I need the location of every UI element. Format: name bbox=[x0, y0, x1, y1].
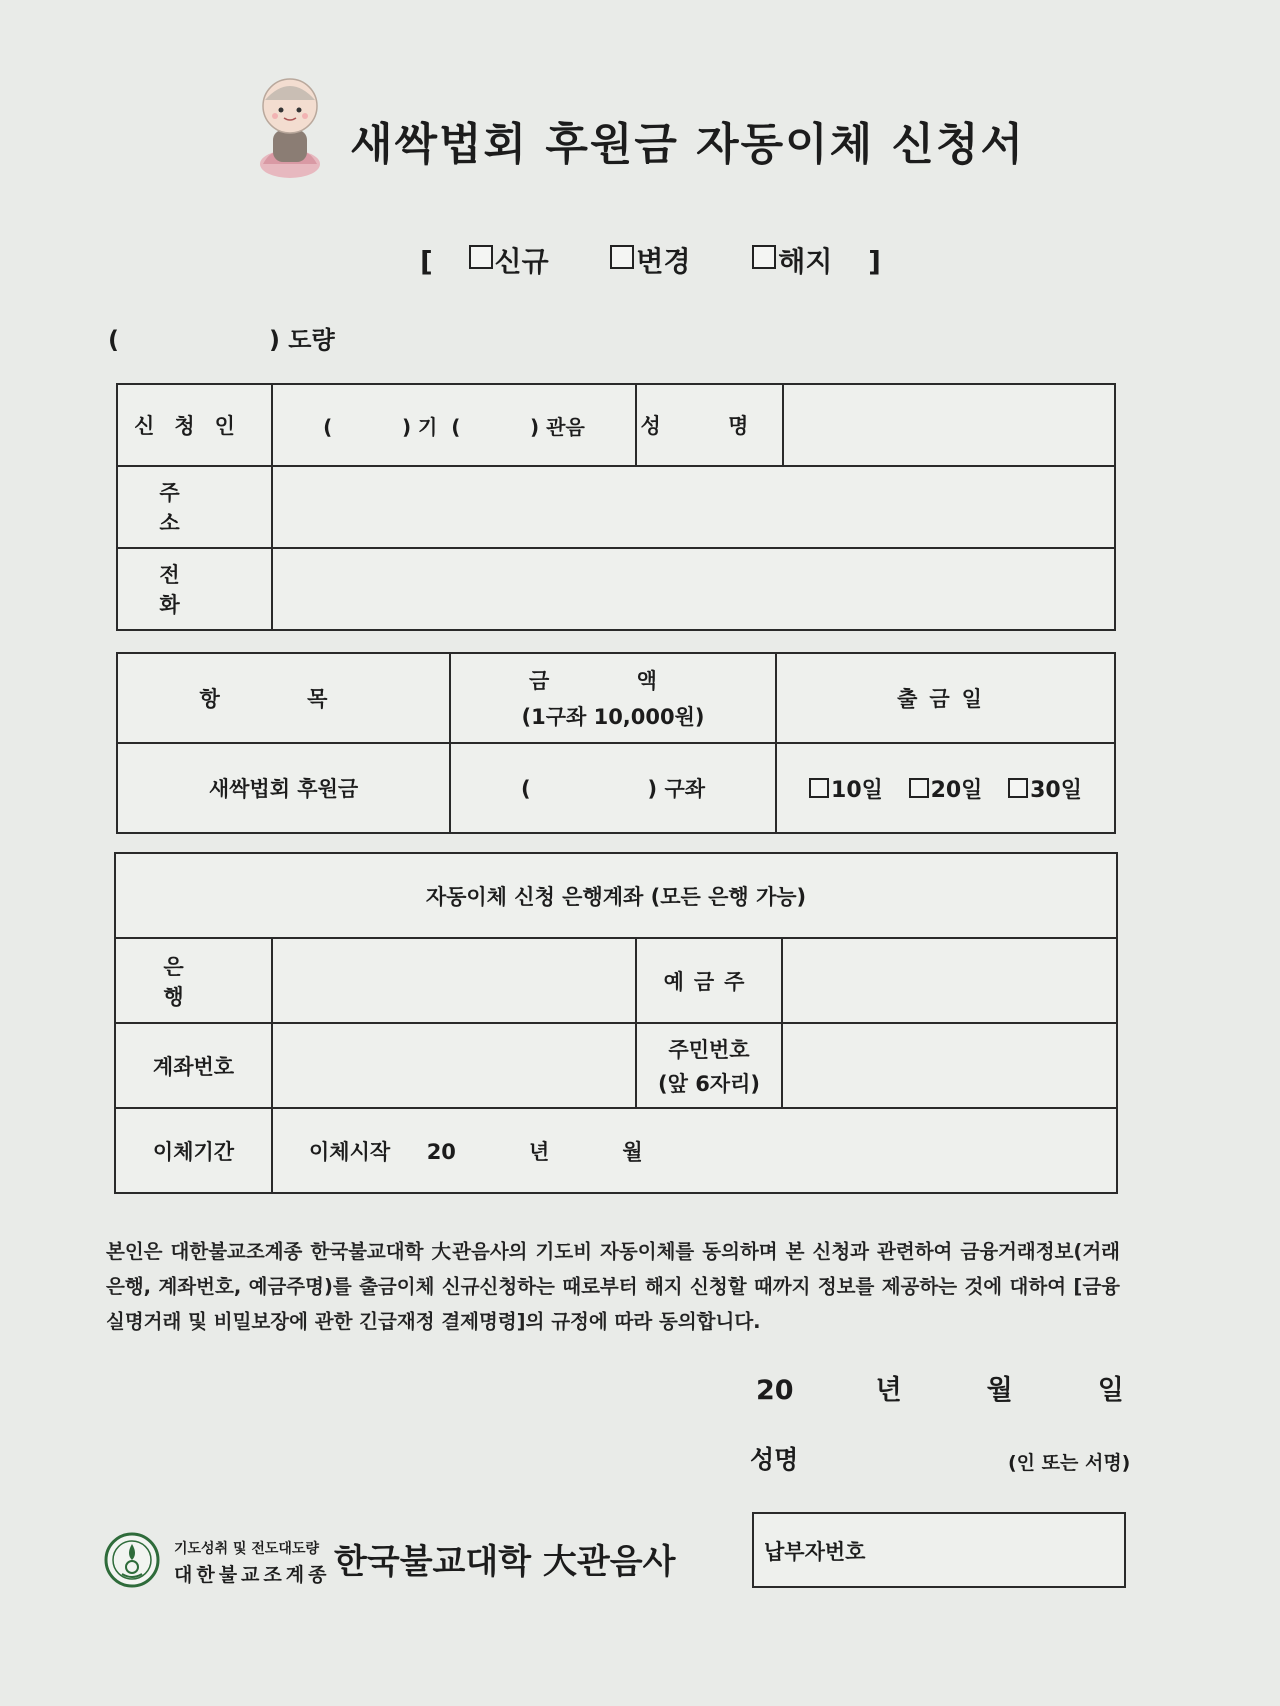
consent-text: 본인은 대한불교조계종 한국불교대학 大관음사의 기도비 자동이체를 동의하며 본 신청과 관련하여 금융거래정보(거래은행, 계좌번호, 예금주명)를 출금이체 신규신청하는 때로부터 해지 신청할 때까지 정보를 제공하는 것에 대하여 [금융실명거래 및 비밀보장에 관한 긴급재정 결제명령]의 규정에 따라 동의합니다. bbox=[106, 1240, 1120, 1333]
org-name: 한국불교대학 大관음사 bbox=[334, 1542, 676, 1582]
bank-field[interactable] bbox=[272, 938, 636, 1023]
date-year-prefix: 20 bbox=[756, 1375, 794, 1406]
withdraw-date-options bbox=[776, 743, 1115, 833]
date-20-label: 20일 bbox=[930, 777, 983, 803]
date-30-label: 30일 bbox=[1030, 777, 1082, 803]
org-order: 대한불교조계종 bbox=[174, 1564, 331, 1586]
holder-field[interactable] bbox=[782, 938, 1117, 1023]
new-checkbox[interactable] bbox=[469, 245, 493, 269]
bracket-close: ] bbox=[868, 245, 881, 278]
id-label: 주민번호 bbox=[668, 1037, 750, 1062]
name-field[interactable] bbox=[783, 384, 1115, 466]
cancel-checkbox[interactable] bbox=[752, 245, 776, 269]
period-field[interactable]: 이체시작 20 년 월 bbox=[272, 1108, 1117, 1193]
amount-header bbox=[450, 653, 776, 743]
phone-label: 전 화 bbox=[117, 548, 272, 630]
amount-field[interactable]: ( ) 구좌 bbox=[450, 743, 776, 833]
date-30-checkbox[interactable] bbox=[1008, 778, 1028, 798]
bank-label: 은 행 bbox=[115, 938, 272, 1023]
date-option-20[interactable] bbox=[909, 778, 983, 803]
date-option-10[interactable] bbox=[809, 778, 883, 803]
applicant-label: 신청인 bbox=[117, 384, 272, 466]
request-type-group bbox=[420, 240, 881, 280]
period-label: 이체기간 bbox=[115, 1108, 272, 1193]
cancel-label: 해지 bbox=[778, 245, 833, 278]
bank-table bbox=[114, 852, 1118, 1194]
date-day-label: 일 bbox=[1097, 1375, 1124, 1406]
date-option-30[interactable] bbox=[1008, 778, 1082, 803]
address-field[interactable] bbox=[272, 466, 1115, 548]
change-label: 변경 bbox=[636, 245, 691, 278]
donation-table bbox=[116, 652, 1116, 834]
item-header: 항 목 bbox=[117, 653, 450, 743]
date-10-checkbox[interactable] bbox=[809, 778, 829, 798]
signature-note: (인 또는 서명) bbox=[1008, 1452, 1131, 1474]
signature-label: 성명 bbox=[750, 1445, 799, 1474]
item-value: 새싹법회 후원금 bbox=[117, 743, 450, 833]
id-note: (앞 6자리) bbox=[658, 1071, 760, 1096]
phone-field[interactable] bbox=[272, 548, 1115, 630]
date-10-label: 10일 bbox=[831, 777, 883, 803]
id-field[interactable] bbox=[782, 1023, 1117, 1108]
amount-header-label: 금 액 bbox=[529, 669, 697, 693]
bracket-open: [ bbox=[420, 245, 433, 278]
temple-suffix: ) 도량 bbox=[268, 326, 335, 354]
form-title: 새싹법회 후원금 자동이체 신청서 bbox=[350, 119, 1026, 170]
payer-number-field[interactable] bbox=[752, 1512, 1126, 1588]
org-motto: 기도성취 및 전도대도량 bbox=[174, 1541, 319, 1557]
type-cancel-option[interactable] bbox=[752, 240, 832, 280]
account-label: 계좌번호 bbox=[115, 1023, 272, 1108]
temple-paren-open: ( bbox=[108, 326, 119, 354]
name-label: 성 명 bbox=[636, 384, 783, 466]
id-label-cell bbox=[636, 1023, 782, 1108]
address-label: 주 소 bbox=[117, 466, 272, 548]
account-field[interactable] bbox=[272, 1023, 636, 1108]
new-label: 신규 bbox=[494, 245, 549, 278]
type-new-option[interactable] bbox=[469, 240, 549, 280]
date-year-label: 년 bbox=[875, 1375, 902, 1406]
temple-field[interactable] bbox=[108, 320, 335, 355]
applicant-term-field[interactable]: ( ) 기 ( ) 관음 bbox=[272, 384, 636, 466]
bank-heading: 자동이체 신청 은행계좌 (모든 은행 가능) bbox=[115, 853, 1117, 938]
temple-seal-logo-icon bbox=[104, 1532, 160, 1588]
type-change-option[interactable] bbox=[610, 240, 690, 280]
date-month-label: 월 bbox=[986, 1375, 1013, 1406]
amount-header-note: (1구좌 10,000원) bbox=[521, 705, 705, 729]
date-header: 출금일 bbox=[776, 653, 1115, 743]
monk-mascot-icon bbox=[255, 72, 325, 182]
holder-label: 예금주 bbox=[636, 938, 782, 1023]
date-20-checkbox[interactable] bbox=[909, 778, 929, 798]
signature-date[interactable] bbox=[756, 1368, 1124, 1407]
change-checkbox[interactable] bbox=[610, 245, 634, 269]
payer-number-label: 납부자번호 bbox=[764, 1540, 866, 1564]
applicant-table bbox=[116, 383, 1116, 631]
